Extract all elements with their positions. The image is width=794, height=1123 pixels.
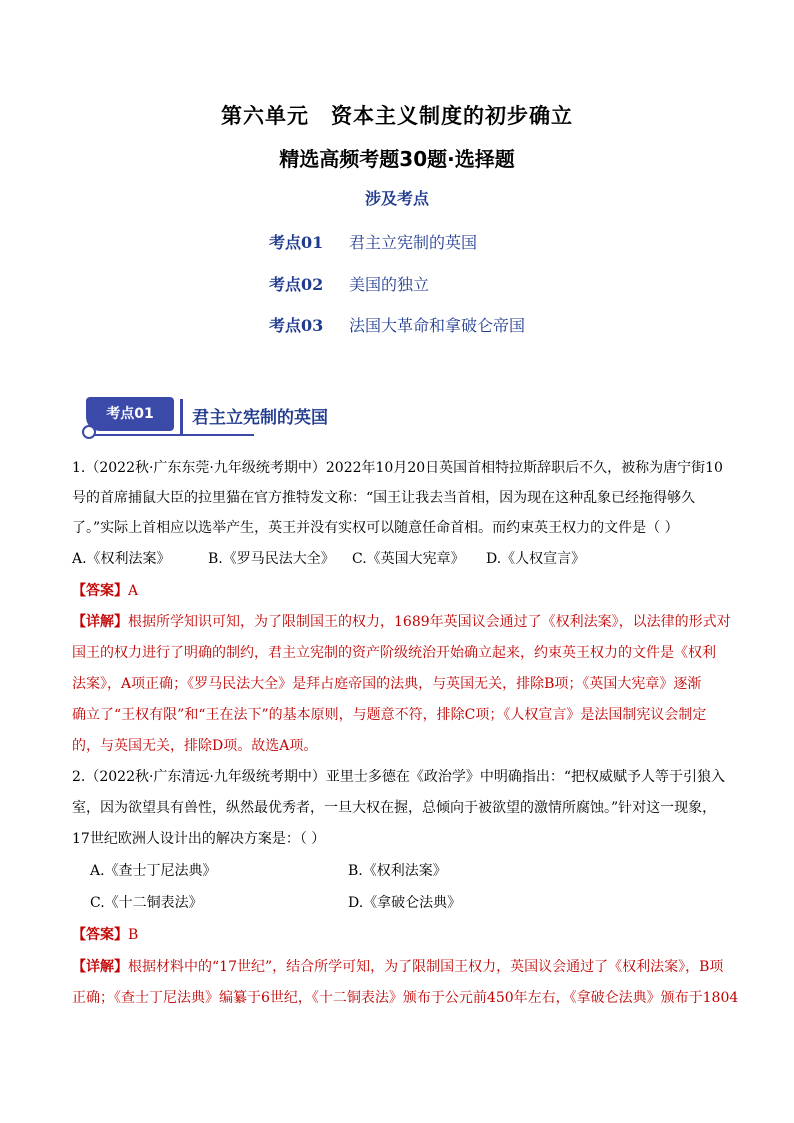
section-header xyxy=(82,395,782,441)
topic-text: 君主立宪制的英国 xyxy=(349,233,478,252)
topics-heading: 涉及考点 xyxy=(364,189,429,208)
topic-number: 考点02 xyxy=(269,275,324,294)
q2-stem-line: 17世纪欧洲人设计出的解决方案是：（ ） xyxy=(72,831,326,847)
q2-stem-line: 2.（2022秋·广东清远·九年级统考期中）亚里士多德在《政治学》中明确指出：“把权威赋予人等于引狼入 xyxy=(72,769,726,785)
answer-label: 【答案】 xyxy=(72,583,128,599)
q1-stem-line: 1.（2022秋·广东东莞·九年级统考期中）2022年10月20日英国首相特拉斯辞职后不久，被称为唐宁街10 xyxy=(72,460,723,476)
q1-option-c: C.《英国大宪章》 xyxy=(352,551,465,567)
q1-option-a: A.《权利法案》 xyxy=(72,551,171,567)
q1-detail-line: 法案》，A项正确；《罗马民法大全》是拜占庭帝国的法典，与英国无关，排除B项；《英国大宪章》逐渐 xyxy=(72,676,702,692)
answer-value: B xyxy=(128,927,139,943)
q2-option-c: C.《十二铜表法》 xyxy=(90,895,203,911)
q2-option-d: D.《拿破仑法典》 xyxy=(348,895,462,911)
topic-number: 考点03 xyxy=(269,316,324,335)
topic-number: 考点01 xyxy=(269,233,324,252)
topic-text: 法国大革命和拿破仑帝国 xyxy=(349,316,526,335)
q1-option-b: B.《罗马民法大全》 xyxy=(208,551,335,567)
answer-label: 【答案】 xyxy=(72,927,128,943)
badge-dot-icon xyxy=(82,425,96,439)
q2-answer xyxy=(72,924,722,944)
q2-detail-line: 正确；《查士丁尼法典》编纂于6世纪，《十二铜表法》颁布于公元前450年左右，《拿破仑法典》颁布于1804 xyxy=(72,990,739,1006)
unit-title: 资本主义制度的初步确立 xyxy=(331,104,573,128)
q2-option-a: A.《查士丁尼法典》 xyxy=(90,863,217,879)
page-title xyxy=(0,100,794,130)
section-title: 君主立宪制的英国 xyxy=(192,408,328,428)
q1-stem-line: 了。”实际上首相应以选举产生，英王并没有实权可以随意任命首相。而约束英王权力的文件是（ ） xyxy=(72,520,679,536)
section-badge: 考点01 xyxy=(86,397,174,431)
detail-label: 【详解】 xyxy=(72,614,128,630)
unit-label: 第六单元 xyxy=(221,104,309,128)
badge-underline xyxy=(94,434,254,436)
topic-item xyxy=(269,272,429,295)
topic-item xyxy=(269,230,477,253)
q2-detail-line: 【详解】根据材料中的“17世纪”，结合所学可知，为了限制国王权力，英国议会通过了《权利法案》，B项 xyxy=(72,959,724,975)
q2-option-b: B.《权利法案》 xyxy=(348,863,447,879)
q1-stem-line: 号的首席捕鼠大臣的拉里猫在官方推特发文称：“国王让我去当首相，因为现在这种乱象已经拖得够久 xyxy=(72,490,696,506)
answer-value: A xyxy=(128,583,139,599)
q1-detail-line: 的，与英国无关，排除D项。故选A项。 xyxy=(72,738,318,754)
detail-label: 【详解】 xyxy=(72,959,128,975)
topic-text: 美国的独立 xyxy=(349,275,430,294)
page-subtitle: 精选高频考题30题·选择题 xyxy=(279,147,515,171)
q1-detail-line: 确立了“王权有限”和“王在法下”的基本原则，与题意不符，排除C项；《人权宣言》是法国制宪议会制定 xyxy=(72,707,707,723)
q1-detail-line: 国王的权力进行了明确的制约，君主立宪制的资产阶级统治开始确立起来，约束英王权力的文件是《权利 xyxy=(72,645,716,661)
q2-stem-line: 室，因为欲望具有兽性，纵然最优秀者，一旦大权在握，总倾向于被欲望的激情所腐蚀。”针对这一现象， xyxy=(72,800,717,816)
q1-detail-line: 【详解】根据所学知识可知，为了限制国王的权力，1689年英国议会通过了《权利法案》，以法律的形式对 xyxy=(72,614,731,630)
q1-option-d: D.《人权宣言》 xyxy=(486,551,586,567)
badge-divider xyxy=(180,399,183,435)
topic-item xyxy=(269,313,525,336)
q1-answer xyxy=(72,580,722,600)
